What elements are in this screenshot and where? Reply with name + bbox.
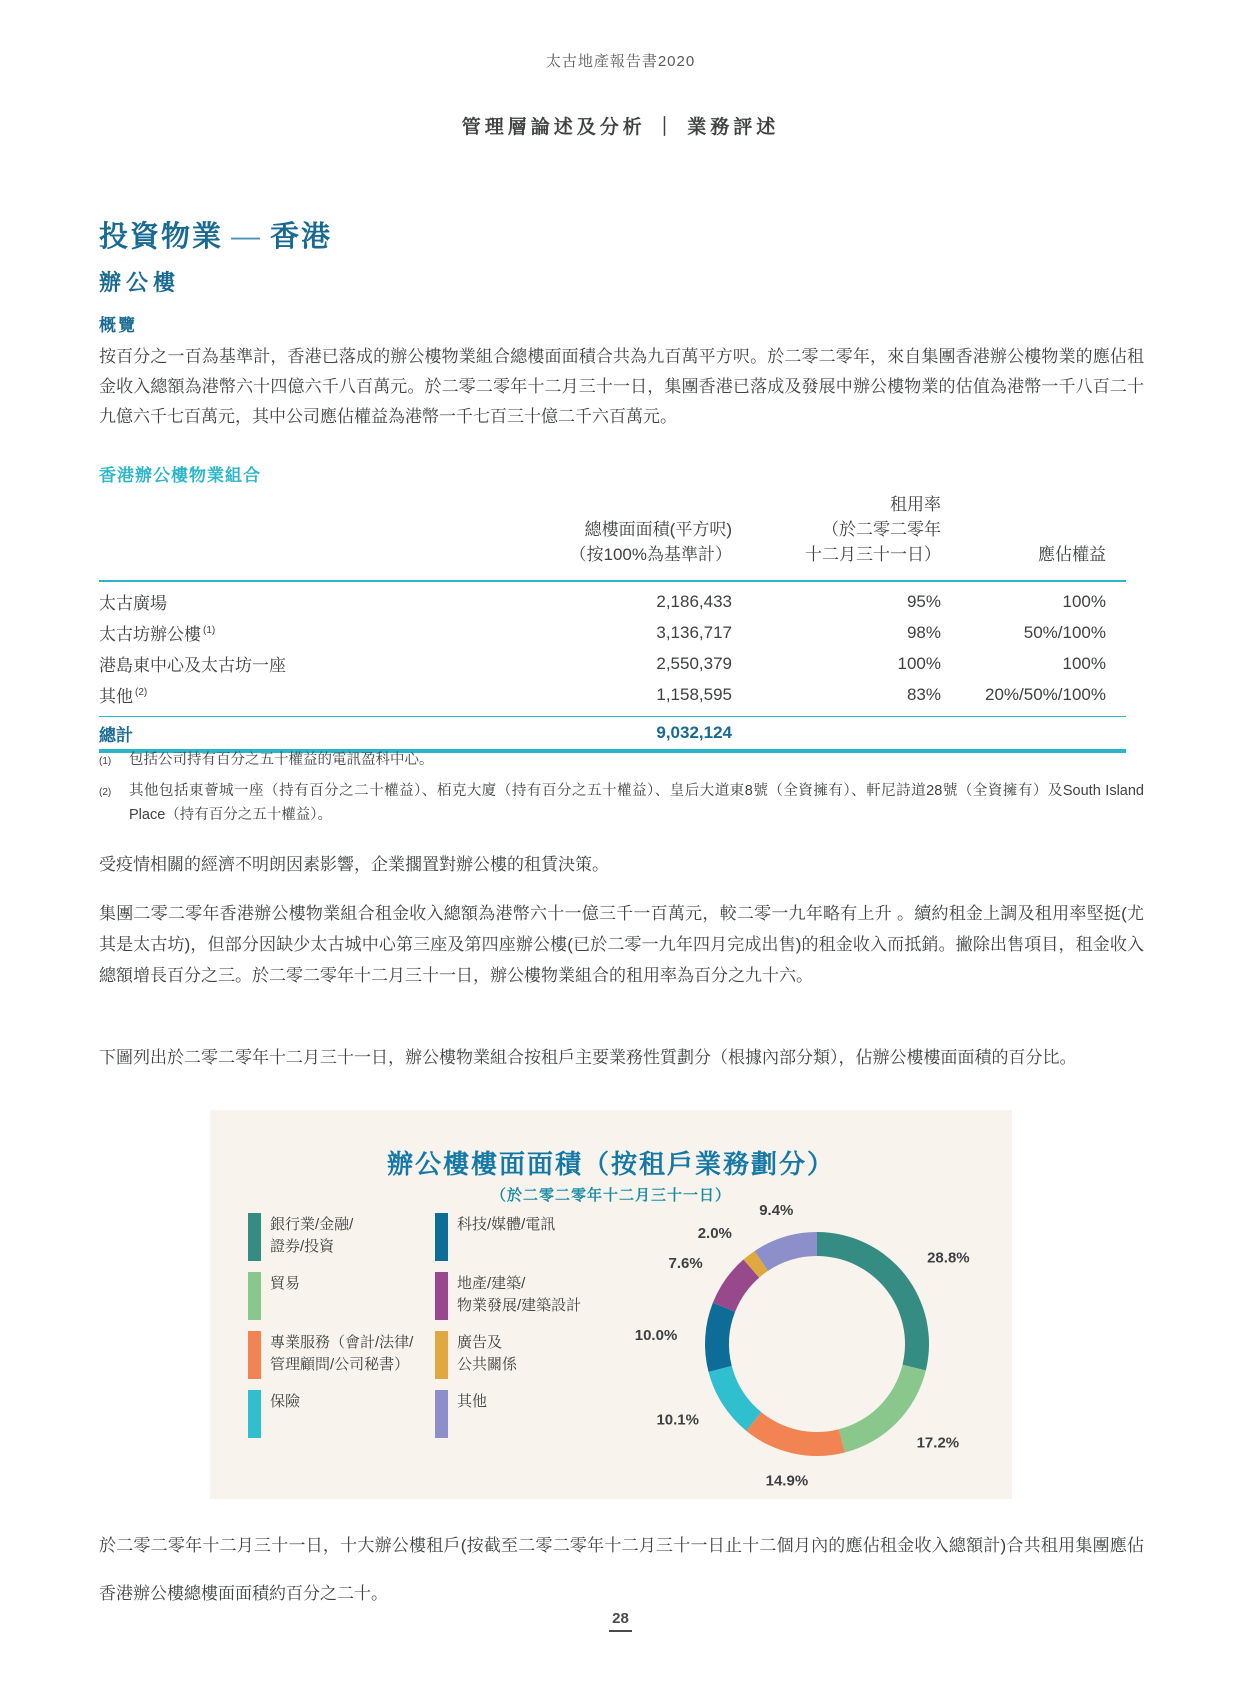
cell-property-name: 其他 $^{(2)}$ xyxy=(99,687,148,706)
percent-label: 28.8% xyxy=(927,1249,970,1267)
page-number: 28 xyxy=(609,1610,632,1632)
footnote-marker: (1) xyxy=(99,756,112,767)
donut-segment xyxy=(817,1232,929,1370)
total-label: 總計 xyxy=(99,725,133,745)
footnotes xyxy=(99,748,1144,832)
cell-property-name: 港島東中心及太古坊一座 xyxy=(99,656,286,675)
legend-label: 其他 xyxy=(457,1393,488,1410)
legend-swatch xyxy=(435,1390,448,1438)
paragraph-chart-intro: 下圖列出於二零二零年十二月三十一日，辦公樓物業組合按租戶主要業務性質劃分（根據內部分類），佔辦公樓樓面面積的百分比。 xyxy=(99,1048,1077,1067)
portfolio-table xyxy=(99,492,1126,753)
legend-column xyxy=(248,1213,413,1438)
percent-label: 2.0% xyxy=(697,1224,732,1242)
table-header-occupancy: 租用率 （於二零二零年 十二月三十一日） xyxy=(805,495,941,564)
page-title xyxy=(99,214,332,255)
cell-occupancy: 83% xyxy=(906,684,941,704)
title-dash: — xyxy=(231,221,263,253)
cell-property-name: 太古廣場 xyxy=(99,594,167,613)
footnote xyxy=(99,779,1144,827)
percent-label: 10.1% xyxy=(656,1411,699,1429)
legend-item xyxy=(435,1390,581,1438)
cell-occupancy: 98% xyxy=(906,622,941,642)
legend-label: 科技/媒體/電訊 xyxy=(457,1216,556,1233)
footnote-marker: (1) xyxy=(203,625,216,637)
legend-swatch xyxy=(248,1331,261,1379)
legend-item xyxy=(248,1213,413,1261)
legend-item xyxy=(435,1272,581,1320)
donut-segment xyxy=(705,1303,735,1372)
paragraph-top-tenants: 於二零二零年十二月三十一日，十大辦公樓租戶(按截至二零二零年十二月三十一日止十二個月內的應佔租金收入總額計)合共租用集團應佔香港辦公樓總樓面面積約百分之二十。 xyxy=(99,1536,1144,1603)
chart-subtitle: （於二零二零年十二月三十一日） xyxy=(490,1187,731,1204)
table-row xyxy=(99,679,1126,710)
legend-label: 專業服務（會計/法律/ 管理顧問/公司秘書） xyxy=(270,1334,414,1373)
legend-item xyxy=(248,1331,413,1379)
table-row xyxy=(99,648,1126,679)
cell-gfa: 2,186,433 xyxy=(656,591,732,611)
percent-label: 9.4% xyxy=(759,1202,794,1220)
legend-swatch xyxy=(248,1272,261,1320)
page-number-wrap xyxy=(0,1610,1241,1632)
section-header: 管理層論述及分析 ｜ 業務評述 xyxy=(461,117,780,138)
footnote-text: 其他包括東薈城一座（持有百分之二十權益）、栢克大廈（持有百分之五十權益）、皇后大道東8號（全資擁有）、軒尼詩道28號（全資擁有）及South Island Place（持有百分之五十權益）。 xyxy=(129,783,1144,823)
cell-equity: 100% xyxy=(1062,653,1106,673)
legend-column xyxy=(435,1213,581,1438)
percent-label: 17.2% xyxy=(916,1434,960,1452)
donut-segment xyxy=(839,1365,926,1453)
percent-label: 14.9% xyxy=(765,1472,809,1490)
cell-equity: 20%/50%/100% xyxy=(985,684,1106,704)
total-gfa: 9,032,124 xyxy=(656,723,732,742)
paragraph-rental-income: 集團二零二零年香港辦公樓物業組合租金收入總額為港幣六十一億三千一百萬元，較二零一九年略有上升 。續約租金上調及租用率堅挺(尤其是太古坊)，但部分因缺少太古城中心第三座及第四座辦公樓(已於二零一九年四月完成出售)的租金收入而抵銷。撇除出售項目，租金收入總額增長百分之三。於二零二零年十二月三十一日，辦公樓物業組合的租用率為百分之九十六。 xyxy=(99,904,1144,985)
cell-gfa: 2,550,379 xyxy=(656,653,732,673)
footnote xyxy=(99,748,1144,774)
office-gfa-chart xyxy=(210,1110,1012,1499)
legend-item xyxy=(248,1272,413,1320)
table-body xyxy=(99,582,1126,716)
legend-item xyxy=(435,1331,581,1379)
legend-label: 銀行業/金融/ 證券/投資 xyxy=(270,1216,354,1255)
footnote-text: 包括公司持有百分之五十權益的電訊盈科中心。 xyxy=(129,752,434,768)
page-title-region: 香港 xyxy=(270,221,333,253)
legend-label: 保險 xyxy=(270,1393,301,1410)
cell-occupancy: 100% xyxy=(897,653,941,673)
cell-property-name: 太古坊辦公樓 $^{(1)}$ xyxy=(99,625,216,644)
legend-label: 廣告及 公共關係 xyxy=(457,1334,518,1373)
table-header-row xyxy=(99,492,1126,582)
legend-swatch xyxy=(435,1213,448,1261)
cell-equity: 100% xyxy=(1062,591,1106,611)
legend-label: 地產/建築/ 物業發展/建築設計 xyxy=(457,1275,582,1314)
cell-gfa: 1,158,595 xyxy=(656,684,732,704)
page-title-text: 投資物業 xyxy=(99,221,224,253)
cell-equity: 50%/100% xyxy=(1023,622,1106,642)
cell-gfa: 3,136,717 xyxy=(656,622,732,642)
donut-segment xyxy=(709,1366,762,1431)
cell-occupancy: 95% xyxy=(906,591,941,611)
donut-segment xyxy=(746,1412,845,1456)
overview-heading: 概覽 xyxy=(99,316,137,335)
footnote-marker: (2) xyxy=(99,787,112,798)
chart-title: 辦公樓樓面面積（按租戶業務劃分） xyxy=(386,1149,835,1179)
overview-paragraph: 按百分之一百為基準計，香港已落成的辦公樓物業組合總樓面面積合共為九百萬平方呎。於二零二零年，來自集團香港辦公樓物業的應佔租金收入總額為港幣六十四億六千八百萬元。於二零二零年十二月三十一日，集團香港已落成及發展中辦公樓物業的估值為港幣一千八百二十九億六千七百萬元，其中公司應佔權益為港幣一千七百三十億二千六百萬元。 xyxy=(99,347,1144,426)
legend-swatch xyxy=(248,1213,261,1261)
portfolio-heading: 香港辦公樓物業組合 xyxy=(99,466,261,485)
legend-swatch xyxy=(248,1390,261,1438)
report-title: 太古地產報告書2020 xyxy=(545,53,696,70)
legend-swatch xyxy=(435,1272,448,1320)
subsection-title: 辦公樓 xyxy=(99,270,181,295)
percent-label: 7.6% xyxy=(668,1255,703,1273)
table-row xyxy=(99,586,1126,617)
footnote-marker: (2) xyxy=(135,687,148,699)
table-header-equity: 應佔權益 xyxy=(1038,545,1106,564)
paragraph-covid: 受疫情相關的經濟不明朗因素影響，企業擱置對辦公樓的租賃決策。 xyxy=(99,855,609,874)
legend-item xyxy=(248,1390,413,1438)
table-row xyxy=(99,617,1126,648)
legend-item xyxy=(435,1213,581,1261)
legend-swatch xyxy=(435,1331,448,1379)
legend-label: 貿易 xyxy=(270,1275,301,1292)
table-header-gfa: 總樓面面積(平方呎) （按100%為基準計） xyxy=(569,520,732,564)
percent-label: 10.0% xyxy=(634,1327,678,1345)
